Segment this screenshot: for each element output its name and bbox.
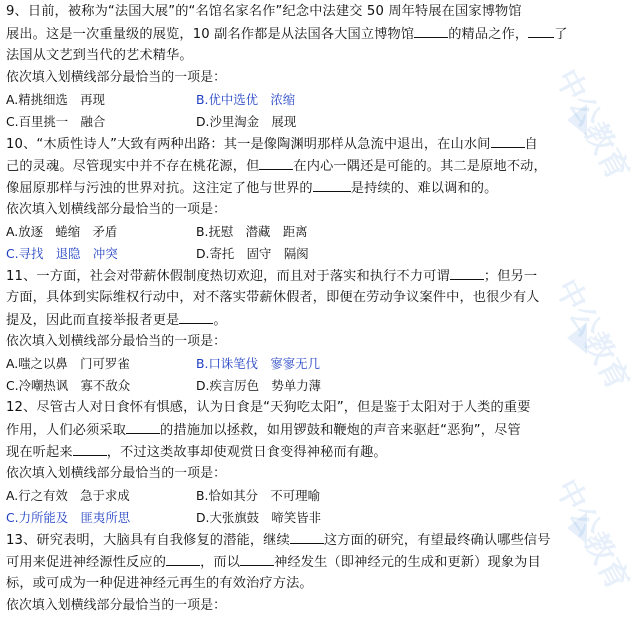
question-text-line: 9、日前，被称为“法国大展”的“名馆名家名作”纪念中法建交 50 周年特展在国家博物馆 <box>6 4 522 19</box>
option-a: A.精挑细选 再现 <box>6 92 105 107</box>
question-text-line: 展出。这是一次重量级的展览，10 副名作都是从法国各大国立博物馆 的精品之作， 了 <box>6 23 584 45</box>
question-list <box>6 1 584 617</box>
watermark-text: 中公教育 <box>548 473 636 597</box>
option-c: C.冷嘲热讽 寡不敌众 <box>6 378 131 393</box>
watermark-text: 中公教育 <box>548 273 636 397</box>
option-b: B.优中选优 浓缩 <box>196 92 296 107</box>
fill-blank <box>414 23 448 38</box>
option-row <box>6 221 584 243</box>
fill-blank <box>450 265 484 280</box>
question-text-line: 可用来促进神经源性反应的 ，而以 神经发生（即神经元的生成和更新）现象为目 <box>6 551 584 573</box>
question-text-line: 作用，人们必须采取 的措施加以拯救，如用锣鼓和鞭炮的声音来驱赶“恶狗”，尽管 <box>6 419 584 441</box>
option-c: C.寻找 退隐 冲突 <box>6 246 118 261</box>
fill-blank <box>290 529 324 544</box>
option-d: D.寄托 固守 隔阂 <box>196 246 309 261</box>
question-prompt: 依次填入划横线部分最恰当的一项是： <box>6 334 227 349</box>
watermark-text: 中公教育 <box>548 63 636 187</box>
option-d: D.大张旗鼓 啼笑皆非 <box>196 510 321 525</box>
question-10 <box>6 133 584 265</box>
question-11 <box>6 265 584 397</box>
question-9 <box>6 1 584 133</box>
option-a: A.放逐 蜷缩 矛盾 <box>6 224 118 239</box>
option-c: C.百里挑一 融合 <box>6 114 106 129</box>
fill-blank <box>179 309 213 324</box>
option-d: D.疾言厉色 势单力薄 <box>196 378 321 393</box>
question-text-line: 12、尽管古人对日食怀有惧感，认为日食是“天狗吃太阳”，但是鉴于太阳对于人类的重要 <box>6 400 531 415</box>
option-d: D.沙里淘金 展现 <box>196 114 297 129</box>
fill-blank <box>259 155 293 170</box>
fill-blank <box>491 133 525 148</box>
option-row <box>6 353 584 375</box>
question-text-line: 法国从文艺到当代的艺术精华。 <box>6 48 193 63</box>
option-b: B.口诛笔伐 寥寥无几 <box>196 356 320 371</box>
question-prompt: 依次填入划横线部分最恰当的一项是： <box>6 598 227 613</box>
option-b: B.抚慰 潜藏 距离 <box>196 224 308 239</box>
question-text-line: 提及，因此而直接举报者更是 。 <box>6 309 584 331</box>
question-text-line: 10、“木质性诗人”大致有两种出路：其一是像陶渊明那样从急流中退出，在山水间 自 <box>6 133 584 155</box>
question-text-line: 13、研究表明，大脑具有自我修复的潜能，继续 这方面的研究，有望最终确认哪些信号 <box>6 529 584 551</box>
option-row <box>6 111 584 133</box>
option-row <box>6 507 584 529</box>
question-text-line: 像屈原那样与污浊的世界对抗。这注定了他与世界的 是持续的、难以调和的。 <box>6 177 584 199</box>
question-prompt: 依次填入划横线部分最恰当的一项是： <box>6 466 227 481</box>
fill-blank <box>240 551 274 566</box>
fill-blank <box>313 177 351 192</box>
question-prompt: 依次填入划横线部分最恰当的一项是： <box>6 70 227 85</box>
option-row <box>6 485 584 507</box>
fill-blank <box>528 23 554 38</box>
question-text-line: 方面，具体到实际维权行动中，对不落实带薪休假者，即便在劳动争议案件中，也很少有人 <box>6 290 540 305</box>
option-a: A.嗤之以鼻 门可罗雀 <box>6 356 130 371</box>
option-b: B.恰如其分 不可理喻 <box>196 488 320 503</box>
question-text-line: 现在听起来 ，不过这类故事却使观赏日食变得神秘而有趣。 <box>6 441 584 463</box>
question-12 <box>6 397 584 529</box>
fill-blank <box>73 441 107 456</box>
option-a: A.行之有效 急于求成 <box>6 488 130 503</box>
question-text-line: 己的灵魂。尽管现实中并不存在桃花源，但 在内心一隅还是可能的。其二是原地不动， <box>6 155 584 177</box>
fill-blank <box>126 419 160 434</box>
option-row <box>6 243 584 265</box>
option-row <box>6 375 584 397</box>
question-13 <box>6 529 584 617</box>
fill-blank <box>166 551 200 566</box>
question-text-line: 标，或可成为一种促进神经元再生的有效治疗方法。 <box>6 576 313 591</box>
option-c: C.力所能及 匪夷所思 <box>6 510 131 525</box>
option-row <box>6 89 584 111</box>
question-prompt: 依次填入划横线部分最恰当的一项是： <box>6 202 227 217</box>
question-text-line: 11、一方面，社会对带薪休假制度热切欢迎，而且对于落实和执行不力可谓 ；但另一 <box>6 265 584 287</box>
